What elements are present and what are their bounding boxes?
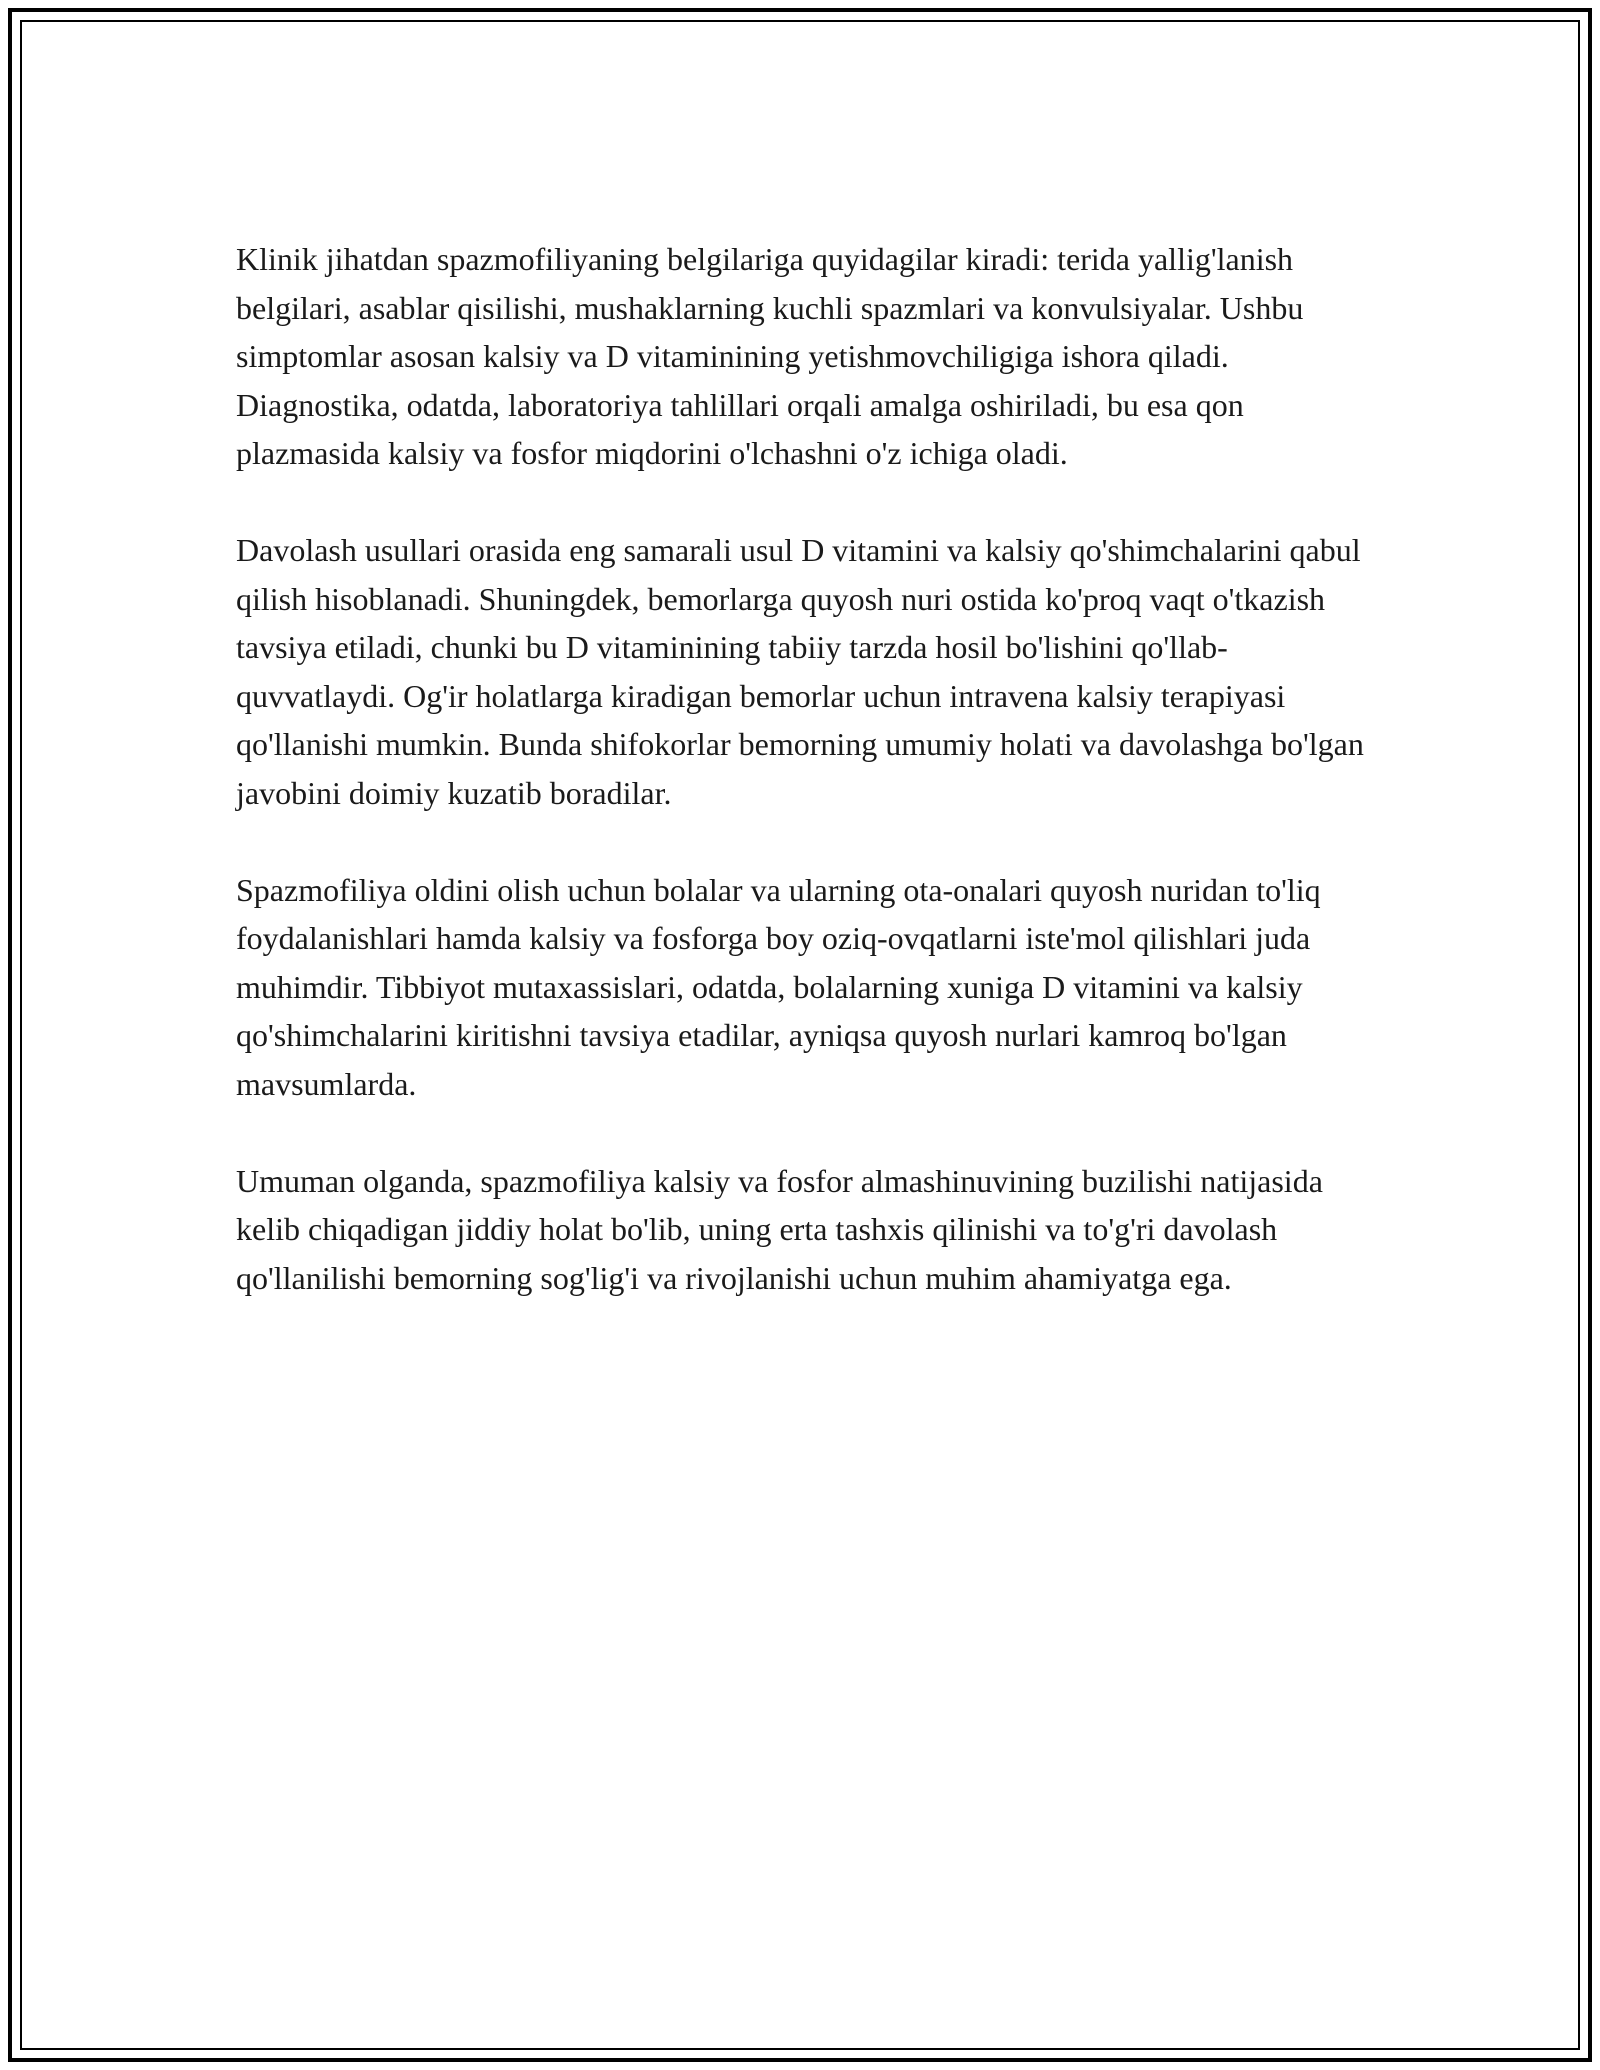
paragraph-prevention: Spazmofiliya oldini olish uchun bolalar va ularning ota-onalari quyosh nuridan to'liq foydalanishlari hamda kalsiy va fosforga boy oziq-ovqatlarni iste'mol qilishlari juda muhimdir. Tibbiyot mutaxassislari, odatda, bolalarning xuniga D vitamini va kalsiy qo'shimchalarini kiritishni tavsiya etadilar, ayniqsa quyosh nurlari kamroq bo'lgan mavsumlarda. bbox=[236, 871, 1321, 1102]
document-body bbox=[236, 235, 1386, 1302]
paragraph-symptoms: Klinik jihatdan spazmofiliyaning belgilariga quyidagilar kiradi: terida yallig'lanish belgilari, asablar qisilishi, mushaklarning kuchli spazmlari va konvulsiyalar. Ushbu simptomlar asosan kalsiy va D vitaminining yetishmovchiligiga ishora qiladi. Diagnostika, odatda, laboratoriya tahlillari orqali amalga oshiriladi, bu esa qon plazmasida kalsiy va fosfor miqdorini o'lchashni o'z ichiga oladi. bbox=[236, 241, 1304, 471]
paragraph-conclusion: Umuman olganda, spazmofiliya kalsiy va fosfor almashinuvining buzilishi natijasida kelib chiqadigan jiddiy holat bo'lib, uning erta tashxis qilinishi va to'g'ri davolash qo'llanilishi bemorning sog'lig'i va rivojlanishi uchun muhim ahamiyatga ega. bbox=[236, 1162, 1323, 1296]
paragraph-treatment: Davolash usullari orasida eng samarali usul D vitamini va kalsiy qo'shimchalarini qabul qilish hisoblanadi. Shuningdek, bemorlarga quyosh nuri ostida ko'proq vaqt o'tkazish tavsiya etiladi, chunki bu D vitaminining tabiiy tarzda hosil bo'lishini qo'llab-quvvatlaydi. Og'ir holatlarga kiradigan bemorlar uchun intravena kalsiy terapiyasi qo'llanishi mumkin. Bunda shifokorlar bemorning umumiy holati va davolashga bo'lgan javobini doimiy kuzatib boradilar. bbox=[236, 532, 1364, 811]
